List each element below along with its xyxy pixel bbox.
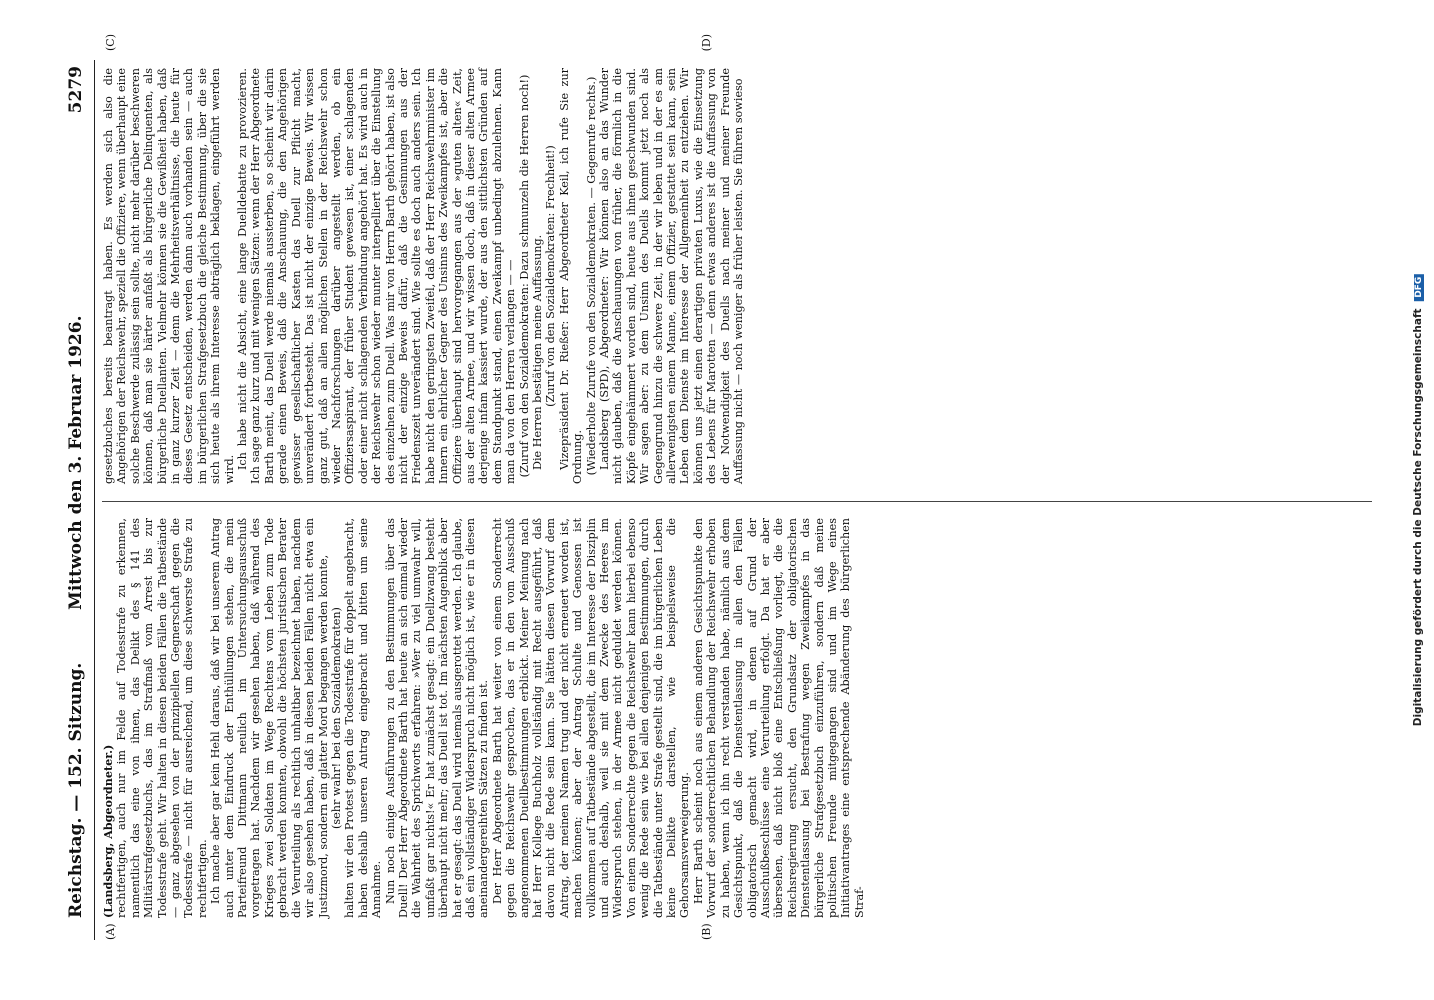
margin-mark-d: (D) [700, 34, 713, 52]
paragraph: rechtfertigen, auch nur im Felde auf Todesstrafe zu erkennen, namentlich das eine von ihnen, das Delikt des § 141 des Militärstrafgesetzbuchs, das im Strafmaß vom Arrest bis zur Todesstrafe geht. Wir halten in diesen beiden Fällen die Tatbestände — ganz abgesehen von der prinzipiellen Gegnerschaft gegen die Todesstrafe — nicht für ausreichend, um diese schwerste Strafe zu rechtfertigen. [115, 518, 209, 918]
page-number: 5279 [66, 66, 86, 114]
paragraph: gesetzbuches bereits beantragt haben. Es werden sich also die Angehörigen der Reichswehr, speziell die Offiziere, wenn überhaupt eine solche Beschwerde zulässig sein sollte, nicht mehr darüber beschweren können, daß man sie härter anfaßt als bürgerliche Delinquenten, als bürgerliche Duellanten. Vielmehr können sie die Gewißheit haben, daß in ganz kurzer Zeit — denn die Mehrheitsverhältnisse, die heute für dieses Gesetz entscheiden, werden dann auch vorhanden sein — auch im bürgerlichen Strafgesetzbuch die gleiche Bestimmung, über die sie sich heute als ihrem Interesse abträglich beklagen, eingeführt werden wird. [102, 68, 236, 484]
margin-mark-a: (A) [104, 923, 117, 940]
presiding-remark: Vizepräsident Dr. Rießer: Herr Abgeordneter Keil, ich rufe Sie zur Ordnung. [557, 68, 585, 484]
interjection: (Zuruf von den Sozialdemokraten: Dazu schmunzeln die Herren noch!) [517, 74, 531, 478]
interjection: (sehr wahr! bei den Sozialdemokraten) [329, 607, 343, 829]
paragraph: Landsberg (SPD), Abgeordneter: Wir können also an das Wunder nicht glauben, daß die Anschauungen von früher, die förmlich in die Köpfe eingehämmert worden sind, heute aus ihnen geschwunden sind. Wir sagen aber: zu dem Unsinn des Duells kommt jetzt noch als Gegengrund hinzu die schwere Zeit, in der wir leben und in der es am allerwenigsten einem Manne, einem Offizier, gestattet sein kann, sein Leben dem Dienste im Interesse der Allgemeinheit zu entziehen. Wir können uns jetzt einen derartigen privaten Luxus, wie die Einsetzung des Lebens für Marotten — denn etwas anderes ist die Auffassung von der Notwendigkeit des Duells nach meiner und meiner Freunde Auffassung nicht — noch weniger als früher leisten. Sie führen sowieso [598, 68, 746, 484]
paragraph: Ich habe nicht die Absicht, eine lange Duelldebatte zu provozieren. Ich sage ganz kurz und mit wenigen Sätzen: wenn der Herr Abgeordnete Barth meint, das Duell werde niemals aussterben, so scheint wir darin gerade einen Beweis, daß die Anschauung, die den Angehörigen gewisser gesellschaftlicher Kasten das Duell zur Pflicht macht, unverändert fortbesteht. Das ist nicht der einzige Beweis. Wir wissen ganz gut, daß an allen möglichen Stellen in der Reichswehr schon wieder Nachforschungen darüber angestellt werden, ob ein Offiziersaspirant, der früher Student gewesen ist, einer schlagenden oder einer nicht schlagenden Verbindung angehört hat. Es wird auch in der Reichswehr schon wieder munter interpelliert über die Einstellung des einzelnen zum Duell. Was mir von Herrn Barth gehört haben, ist also nicht der einzige Beweis dafür, daß die Gesinnungen aus der Friedenszeit unverändert sind. Wie sollte es doch auch anders sein. Ich habe nicht den geringsten Zweifel, daß der Herr Reichswehrminister im Innern ein ehrlicher Gegner des Unsinns des Zweikampfes ist, aber die Offiziere überhaupt sind hervorgegangen aus der »guten alten« Zeit, aus der alten Armee, und wir wissen doch, daß in dieser alten Armee derjenige infam kassiert wurde, der aus den sittlichsten Gründen auf dem Standpunkt stand, einen Zweikampf unbedingt abzulehnen. Kann man da von den Herren verlangen — — [236, 68, 518, 484]
dfg-logo: DFG [1414, 274, 1424, 301]
paragraph: Nun noch einige Ausführungen zu den Bestimmungen über das Duell! Der Herr Abgeordnete Barth hat heute an sich einmal wieder die Wahrheit des Sprichworts erfahren: »Wer zu viel unnwahr will, umfaßt gar nichts!« Er hat zunächst gesagt: ein Duellzwang besteht überhaupt nicht mehr; das Duell ist tot. Im nächsten Augenblick aber hat er gesagt: das Duell wird niemals ausgerottet werden. Ich glaube, daß ein vollständiger Widerspruch nicht möglich ist, wie er in diesen aneinandergereihten Sätzen zu finden ist. [383, 518, 491, 918]
page-scan [60, 34, 1380, 940]
paragraph: Ich mache aber gar kein Hehl daraus, daß wir bei unserem Antrag auch unter dem Eindruck der Enthüllungen stehen, die mein Parteifreund Dittmann neulich im Untersuchungsausschuß vorgetragen hat. Nachdem wir gesehen haben, daß während des Krieges zwei Soldaten im Wege Rechtens vom Leben zum Tode gebracht werden konnten, obwohl die höchsten juristischen Berater die Verurteilung als rechtlich unhaltbar bezeichnet haben, nachdem wir also gesehen haben, daß in diesen beiden Fällen nicht etwa ein Justizmord, sondern ein glatter Mord begangen werden konnte, [209, 518, 330, 918]
paragraph: halten wir den Protest gegen die Todesstrafe für doppelt angebracht, haben deshalb unseren Antrag eingebracht und bitten um seine Annahme. [343, 518, 384, 918]
right-column [102, 68, 746, 484]
funding-note: Digitalisierung gefördert durch die Deutsche Forschungsgemeinschaft [1412, 308, 1424, 727]
paragraph: Die Herren bestätigen meine Auffassung. [531, 234, 544, 470]
page-header [60, 60, 95, 940]
interjection: (Zuruf von den Sozialdemokraten: Frechheit!) [544, 145, 558, 407]
margin-mark-c: (C) [104, 34, 117, 51]
margin-mark-b: (B) [700, 923, 713, 940]
paragraph: Der Herr Abgeordnete Barth hat weiter von einem Sonderrecht gegen die Reichswehr gesprochen, das er in den vom Ausschuß angenommenen Duellbestimmungen erblickt. Meiner Meinung nach hat Herr Kollege Buchholz vollständig mit Recht ausgeführt, daß davon nicht die Rede sein kann. Sie hätten diesen Vorwurf dem Antrag, der meinen Namen trug und der nicht erneuert worden ist, machen können; aber der Antrag Schulte und Genossen ist vollkommen auf Tatbestände abgestellt, die im Interesse der Disziplin und auch deshalb, weil sie mit dem Zwecke des Heeres im Widerspruch stehen, in der Armee nicht geduldet werden können. Von einem Sonderrechte gegen die Reichswehr kann hierbei ebenso wenig die Rede sein wie bei allen denjenigen Bestimmungen, durch die Tatbestände unter Strafe gestellt sind, die im bürgerlichen Leben keine Delikte darstellen, wie beispielsweise die Gehorsamsverweigerung. [490, 518, 692, 918]
column-divider [102, 501, 1372, 502]
interjection: (Wiederholte Zurufe von den Sozialdemokraten. — Gegenrufe rechts.) [584, 76, 598, 476]
left-column [102, 518, 866, 918]
speaker-continuation: (Landsberg, Abgeordneter.) [101, 744, 115, 918]
header-session: Reichstag. — 152. Sitzung. [66, 662, 86, 918]
paragraph: Herr Barth scheint noch aus einem anderen Gesichtspunkte den Vorwurf der sonderrechtlichen Behandlung der Reichswehr erhoben zu haben, wenn ich ihn recht verstanden habe, nämlich aus dem Gesichtspunkt, daß die Dienstentlassung in allen den Fällen obligatorisch gemacht wird, in denen auf Grund der Ausschußbeschlüsse eine Verurteilung erfolgt. Da hat er aber übersehen, daß nicht bloß eine Entschließung vorliegt, die die Reichsregierung ersucht, den Grundsatz der obligatorischen Dienstentlassung bei Bestrafung wegen Zweikampfes in das bürgerliche Strafgesetzbuch einzuführen, sondern daß meine politischen Freunde mitgegangen sind und im Wege eines Initiativantrages eine entsprechende Abänderung des bürgerlichen Straf- [691, 518, 866, 918]
header-date: Mittwoch den 3. Februar 1926. [66, 315, 86, 610]
